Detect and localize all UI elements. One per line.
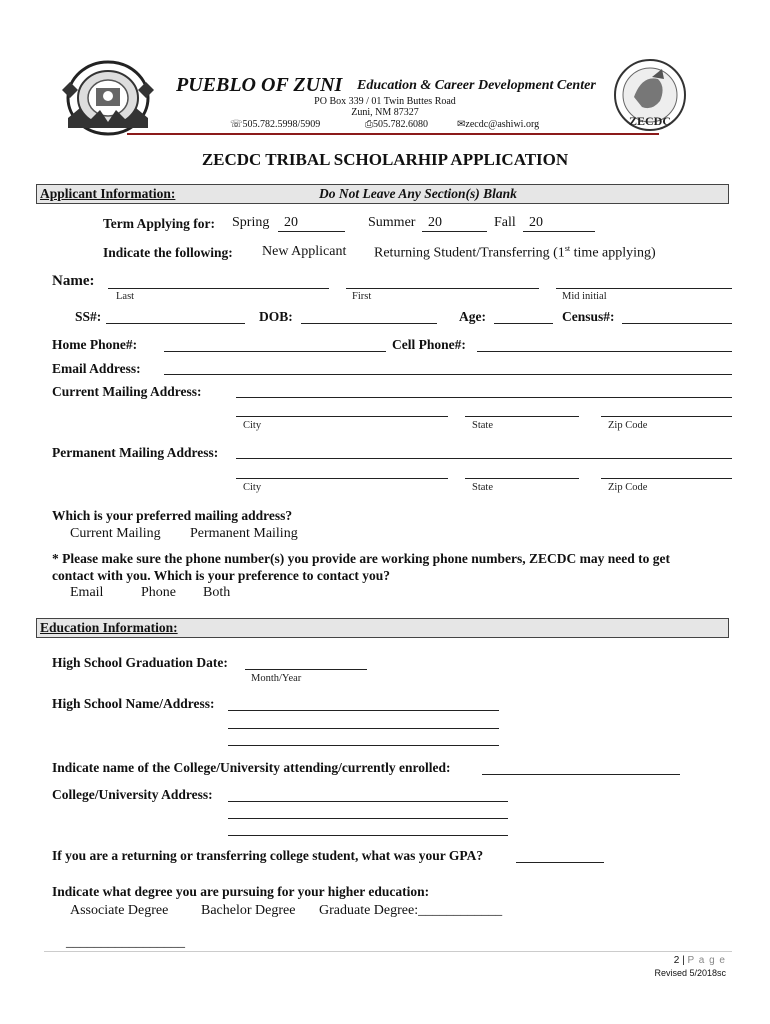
mid-caption: Mid initial bbox=[562, 291, 607, 302]
permanent-zip-caption: Zip Code bbox=[608, 482, 648, 493]
ss-label: SS#: bbox=[75, 309, 102, 324]
hs-name-field-1[interactable] bbox=[228, 710, 499, 711]
indicate-label: Indicate the following: bbox=[103, 245, 233, 260]
current-state-caption: State bbox=[472, 420, 493, 431]
current-mailing-label: Current Mailing Address: bbox=[52, 384, 202, 399]
college-address-field-3[interactable] bbox=[228, 835, 508, 836]
phone-note-line1: * Please make sure the phone number(s) you provide are working phone numbers, ZECDC may need to get bbox=[52, 551, 671, 566]
header-divider bbox=[127, 133, 659, 135]
summer-year-field[interactable] bbox=[422, 231, 487, 232]
revised-note: Revised 5/2018sc bbox=[654, 968, 726, 978]
footer-divider bbox=[44, 951, 732, 952]
returning-student-option[interactable]: Returning Student/Transferring (1st time applying) bbox=[374, 244, 656, 261]
spring-year-field[interactable] bbox=[278, 231, 345, 232]
home-phone-field[interactable] bbox=[164, 351, 386, 352]
applicant-section-label: Applicant Information: bbox=[40, 186, 176, 201]
fax-icon: ⎙ bbox=[365, 119, 373, 130]
header-phone: ☏505.782.5998/5909 bbox=[230, 119, 321, 130]
page-number: 2 | P a g e bbox=[673, 955, 726, 966]
college-name-label: Indicate name of the College/University attending/currently enrolled: bbox=[52, 760, 451, 775]
other-degree-field[interactable]: _________________ bbox=[66, 935, 185, 950]
college-address-field-1[interactable] bbox=[228, 801, 508, 802]
current-mailing-street-field[interactable] bbox=[236, 397, 732, 398]
header-center: Education & Career Development Center bbox=[357, 78, 596, 93]
zecdc-logo bbox=[612, 57, 688, 133]
header-fax: ⎙505.782.6080 bbox=[365, 119, 428, 130]
census-field[interactable] bbox=[622, 323, 732, 324]
current-zip-field[interactable] bbox=[601, 416, 732, 417]
header-address2: Zuni, NM 87327 bbox=[351, 107, 419, 118]
degree-label: Indicate what degree you are pursuing for your higher education: bbox=[52, 884, 430, 899]
college-address-label: College/University Address: bbox=[52, 787, 213, 802]
page-title: ZECDC TRIBAL SCHOLARHIP APPLICATION bbox=[201, 150, 569, 169]
contact-phone-option[interactable]: Phone bbox=[141, 585, 176, 600]
age-field[interactable] bbox=[494, 323, 553, 324]
hs-name-label: High School Name/Address: bbox=[52, 696, 215, 711]
age-label: Age: bbox=[459, 309, 486, 324]
fall-year-field[interactable] bbox=[523, 231, 595, 232]
hs-name-field-2[interactable] bbox=[228, 728, 499, 729]
college-address-field-2[interactable] bbox=[228, 818, 508, 819]
contact-email-option[interactable]: Email bbox=[70, 585, 104, 600]
fall-year-prefix: 20 bbox=[529, 215, 543, 230]
email-field[interactable] bbox=[164, 374, 732, 375]
hs-name-field-3[interactable] bbox=[228, 745, 499, 746]
gpa-field[interactable] bbox=[516, 862, 604, 863]
month-year-caption: Month/Year bbox=[251, 673, 302, 684]
graduate-degree-option[interactable]: Graduate Degree:____________ bbox=[319, 903, 503, 918]
permanent-mailing-label: Permanent Mailing Address: bbox=[52, 445, 219, 460]
applicant-section-bar bbox=[36, 184, 729, 204]
education-section-label: Education Information: bbox=[40, 620, 178, 635]
current-mailing-option[interactable]: Current Mailing bbox=[70, 526, 161, 541]
associate-degree-option[interactable]: Associate Degree bbox=[70, 903, 169, 918]
term-spring[interactable]: Spring bbox=[232, 215, 270, 230]
current-state-field[interactable] bbox=[465, 416, 579, 417]
applicant-note: Do Not Leave Any Section(s) Blank bbox=[319, 186, 517, 201]
preferred-mailing-question: Which is your preferred mailing address? bbox=[52, 508, 293, 523]
name-label: Name: bbox=[52, 273, 95, 289]
cell-phone-field[interactable] bbox=[477, 351, 732, 352]
dob-field[interactable] bbox=[301, 323, 437, 324]
first-caption: First bbox=[352, 291, 372, 302]
bachelor-degree-option[interactable]: Bachelor Degree bbox=[201, 903, 296, 918]
last-caption: Last bbox=[116, 291, 135, 302]
college-name-field[interactable] bbox=[482, 774, 680, 775]
dob-label: DOB: bbox=[259, 309, 293, 324]
ss-field[interactable] bbox=[106, 323, 245, 324]
current-zip-caption: Zip Code bbox=[608, 420, 648, 431]
header-address1: PO Box 339 / 01 Twin Buttes Road bbox=[314, 96, 456, 107]
header-email: ✉zecdc@ashiwi.org bbox=[457, 119, 540, 130]
permanent-state-caption: State bbox=[472, 482, 493, 493]
permanent-state-field[interactable] bbox=[465, 478, 579, 479]
email-label: Email Address: bbox=[52, 361, 141, 376]
permanent-city-field[interactable] bbox=[236, 478, 448, 479]
last-name-field[interactable] bbox=[108, 288, 329, 289]
hs-grad-label: High School Graduation Date: bbox=[52, 655, 228, 670]
term-summer[interactable]: Summer bbox=[368, 215, 416, 230]
census-label: Census#: bbox=[562, 309, 615, 324]
mid-initial-field[interactable] bbox=[556, 288, 732, 289]
education-section-bar bbox=[36, 618, 729, 638]
phone-note-line2: contact with you. Which is your preference to contact you? bbox=[52, 568, 390, 583]
current-city-caption: City bbox=[243, 420, 262, 431]
new-applicant-option[interactable]: New Applicant bbox=[262, 244, 347, 259]
contact-both-option[interactable]: Both bbox=[203, 585, 231, 600]
term-fall[interactable]: Fall bbox=[494, 215, 516, 230]
phone-icon: ☏ bbox=[230, 119, 243, 130]
hs-grad-date-field[interactable] bbox=[245, 669, 367, 670]
first-name-field[interactable] bbox=[346, 288, 539, 289]
gpa-label: If you are a returning or transferring college student, what was your GPA? bbox=[52, 848, 484, 863]
home-phone-label: Home Phone#: bbox=[52, 337, 138, 352]
spring-year-prefix: 20 bbox=[284, 215, 298, 230]
zecdc-logo-text: ZECDC bbox=[628, 114, 672, 128]
term-label: Term Applying for: bbox=[103, 216, 216, 231]
envelope-icon: ✉ bbox=[457, 119, 466, 130]
permanent-mailing-street-field[interactable] bbox=[236, 458, 732, 459]
permanent-zip-field[interactable] bbox=[601, 478, 732, 479]
permanent-city-caption: City bbox=[243, 482, 262, 493]
summer-year-prefix: 20 bbox=[428, 215, 442, 230]
cell-phone-label: Cell Phone#: bbox=[392, 337, 466, 352]
permanent-mailing-option[interactable]: Permanent Mailing bbox=[190, 526, 298, 541]
current-city-field[interactable] bbox=[236, 416, 448, 417]
header-pueblo: PUEBLO OF ZUNI bbox=[176, 74, 343, 96]
